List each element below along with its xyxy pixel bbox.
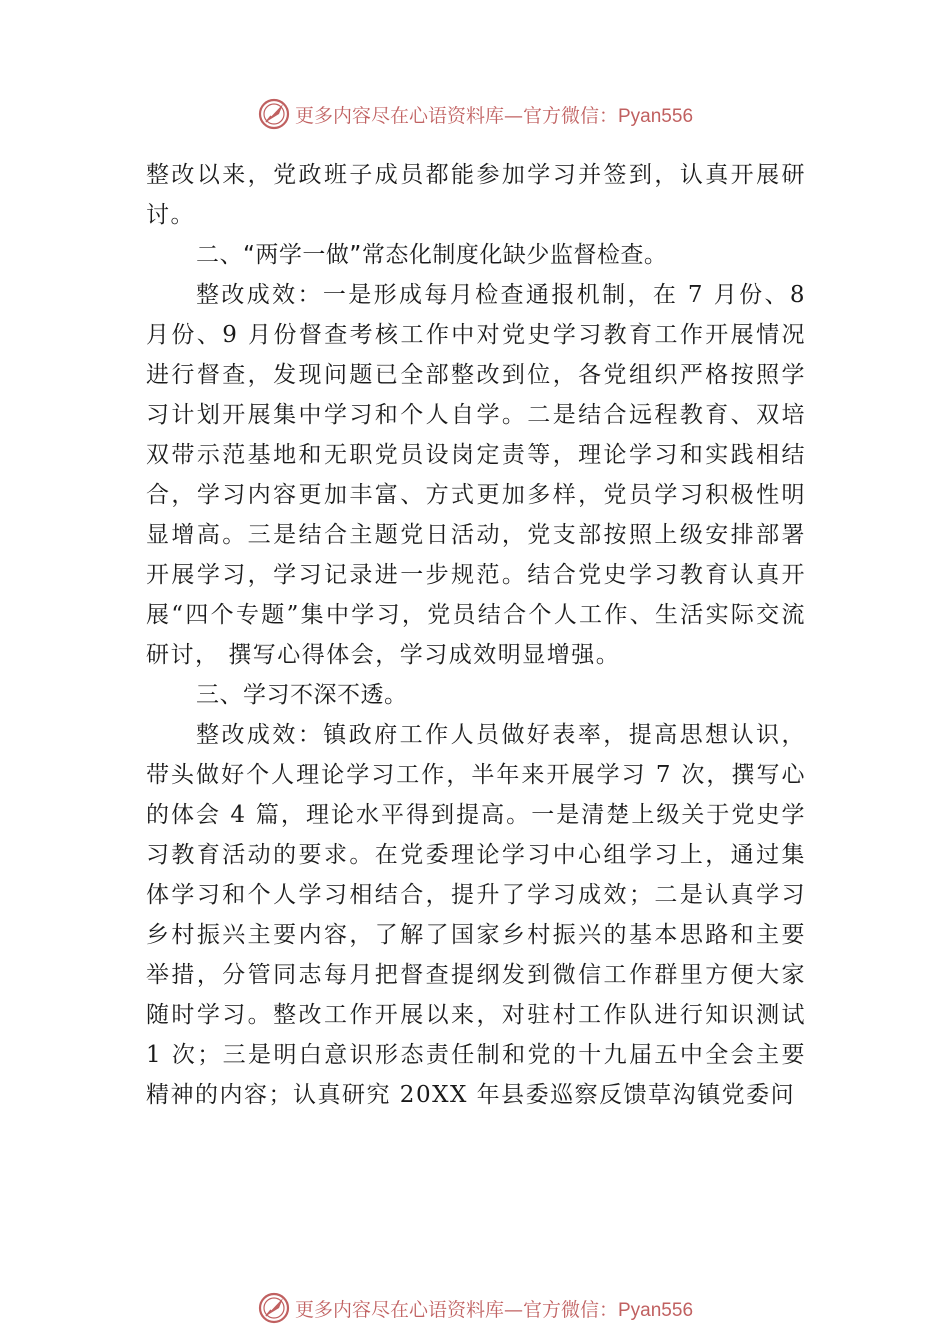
paragraph-section-3: 整改成效：镇政府工作人员做好表率，提高思想认识，带头做好个人理论学习工作，半年来开展学习 7 次，撰写心的体会 4 篇，理论水平得到提高。一是清楚上级关于党史学习教育活动的要求。在党委理论学习中心组学习上，通过集体学习和个人学习相结合，提升了学习成效；二是认真学习乡村振兴主要内容，了解了国家乡村振兴的基本思路和主要举措，分管同志每月把督查提纲发到微信工作群里方便大家随时学习。整改工作开展以来，对驻村工作队进行知识测试 1 次；三是明白意识形态责任制和党的十九届五中全会主要精神的内容；认真研究 20XX 年县委巡察反馈草沟镇党委问 (146, 722, 806, 1108)
watermark-brand: 更多内容尽在心语资料库 (294, 104, 504, 127)
watermark-brand: 更多内容尽在心语资料库 (294, 1298, 504, 1321)
section-heading-2: 二、“两学一做”常态化制度化缺少监督检查。 (196, 242, 668, 268)
quill-seal-icon (257, 1291, 291, 1325)
watermark-wechat-id: Pyan556 (618, 105, 694, 127)
watermark-wechat-id: Pyan556 (618, 1299, 694, 1321)
watermark-label: 官方微信： (522, 104, 618, 127)
watermark-text (295, 101, 693, 128)
footer-watermark (0, 1288, 950, 1328)
watermark-separator: — (503, 104, 523, 127)
watermark-separator: — (503, 1298, 523, 1321)
paragraph-section-2: 整改成效：一是形成每月检查通报机制，在 7 月份、8 月份、9 月份督查考核工作中对党史学习教育工作开展情况进行督查，发现问题已全部整改到位，各党组织严格按照学习计划开展集中学习和个人自学。二是结合远程教育、双培双带示范基地和无职党员设岗定责等，理论学习和实践相结合，学习内容更加丰富、方式更加多样，党员学习积极性明显增高。三是结合主题党日活动，党支部按照上级安排部署开展学习，学习记录进一步规范。结合党史学习教育认真开展“四个专题”集中学习，党员结合个人工作、生活实际交流研讨， 撰写心得体会，学习成效明显增强。 (146, 282, 806, 668)
header-watermark (0, 94, 950, 134)
quill-seal-icon (257, 97, 291, 131)
section-heading-3: 三、学习不深不透。 (196, 682, 408, 708)
watermark-label: 官方微信： (522, 1298, 618, 1321)
paragraph-continuation: 整改以来，党政班子成员都能参加学习并签到，认真开展研讨。 (146, 162, 806, 228)
watermark-text (295, 1295, 693, 1322)
document-body (146, 155, 806, 1115)
